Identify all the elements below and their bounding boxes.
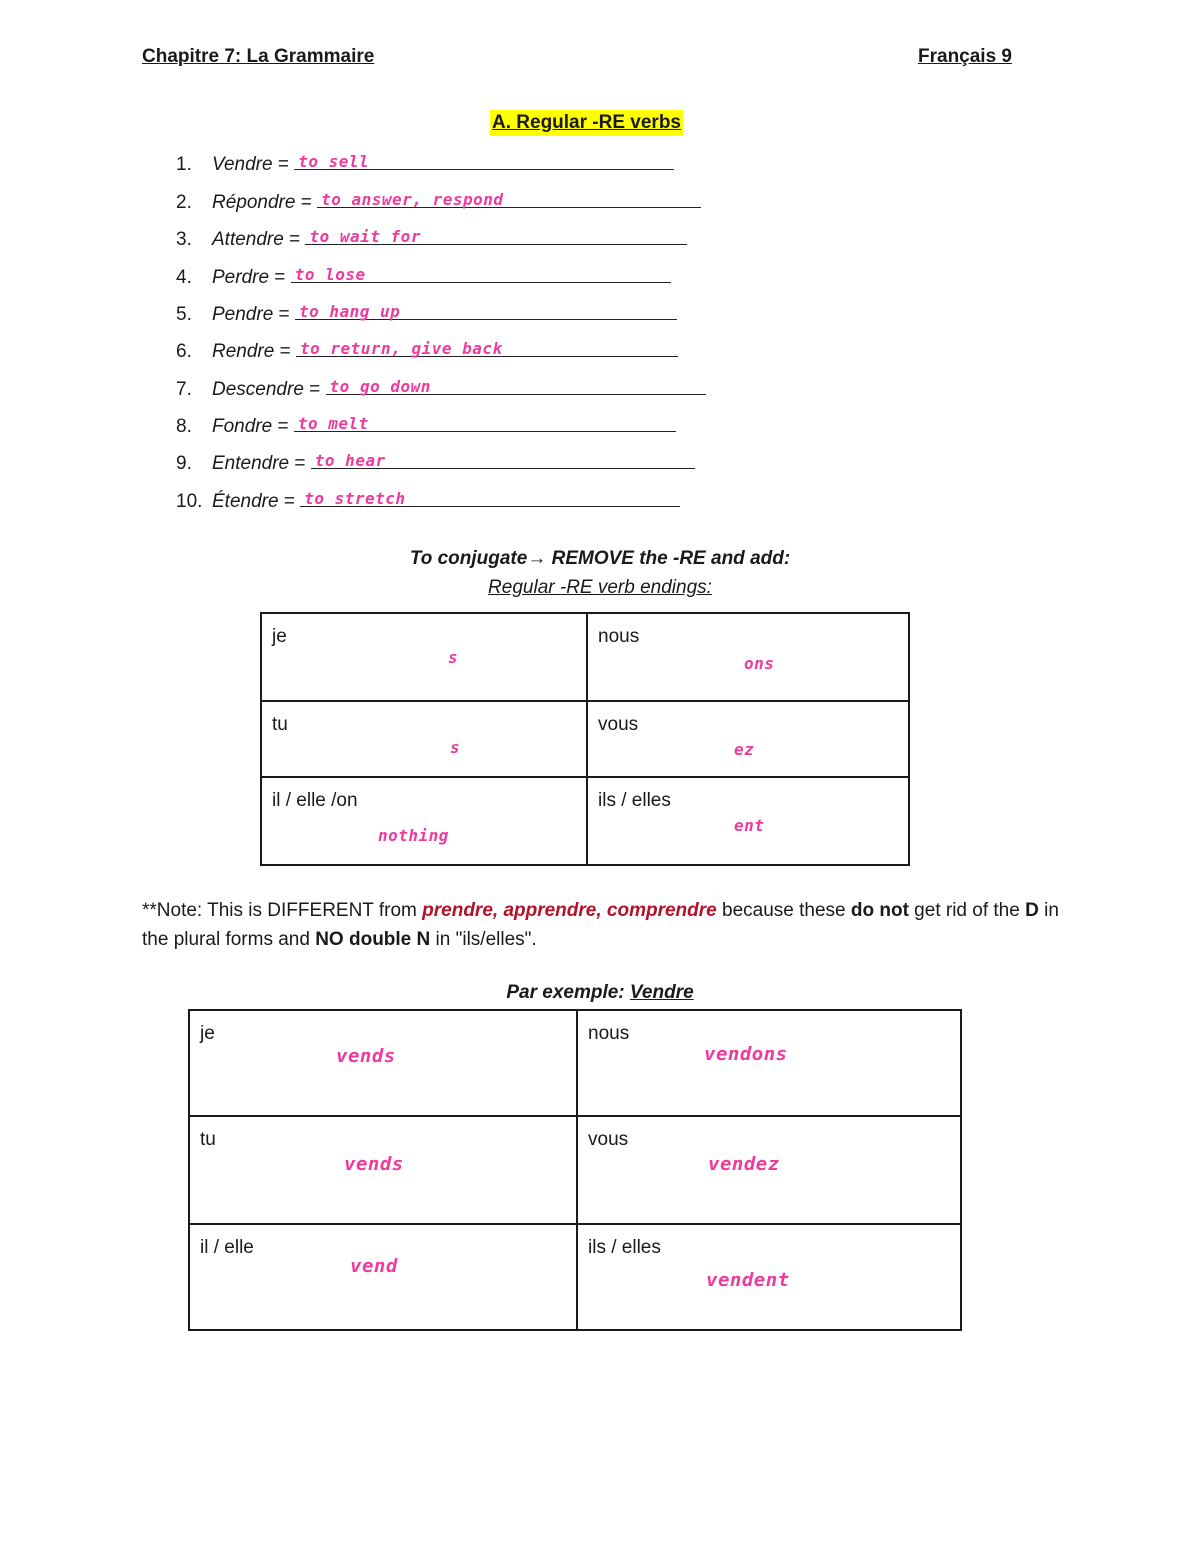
answer-blank — [295, 299, 677, 320]
note-text: **Note: This is DIFFERENT from — [142, 900, 423, 921]
note-exception-verbs: prendre, apprendre, comprendre — [422, 900, 717, 921]
section-title: A. Regular -RE verbs — [490, 110, 683, 136]
pronoun-label: nous — [598, 626, 640, 647]
handwritten-ending: ons — [744, 654, 775, 673]
endings-cell — [261, 613, 587, 701]
vocab-verb: Pendre — [212, 304, 274, 325]
answer-blank — [317, 187, 701, 208]
example-cell — [577, 1224, 961, 1330]
endings-cell — [587, 701, 909, 777]
handwritten-answer: to stretch — [304, 489, 406, 508]
handwritten-answer: to wait for — [309, 227, 421, 246]
vocab-item: 2. Répondre = to answer, respond — [176, 187, 701, 214]
pronoun-label: je — [272, 626, 287, 647]
note-emphasis: do not — [850, 900, 909, 921]
vocab-item: 5. Pendre = to hang up — [176, 299, 677, 326]
endings-cell — [587, 777, 909, 865]
vocab-item: 4. Perdre = to lose — [176, 262, 671, 289]
example-cell — [189, 1010, 577, 1116]
vocab-item: 7. Descendre = to go down — [176, 374, 706, 401]
vocab-number: 3. — [176, 229, 192, 250]
vocab-number: 5. — [176, 304, 192, 325]
pronoun-label: vous — [588, 1129, 629, 1150]
answer-blank — [296, 336, 678, 357]
handwritten-form: vends — [336, 1045, 396, 1067]
endings-table — [260, 612, 910, 866]
note-text: because these — [716, 900, 851, 921]
vocab-verb: Fondre — [212, 416, 273, 437]
handwritten-ending: s — [448, 648, 459, 667]
table-row — [261, 701, 909, 777]
example-title-prefix: Par exemple: — [506, 982, 630, 1003]
pronoun-label: il / elle — [200, 1237, 254, 1258]
answer-blank — [305, 224, 687, 245]
document-header-left: Chapitre 7: La Grammaire — [142, 46, 375, 67]
vocab-number: 9. — [176, 453, 192, 474]
vocab-verb: Répondre — [212, 192, 296, 213]
example-cell — [577, 1010, 961, 1116]
handwritten-form: vendent — [706, 1269, 790, 1291]
example-cell — [577, 1116, 961, 1224]
pronoun-label: nous — [588, 1023, 630, 1044]
handwritten-form: vend — [350, 1255, 398, 1277]
answer-blank — [326, 374, 706, 395]
vocab-verb: Attendre — [212, 229, 284, 250]
answer-blank — [294, 411, 676, 432]
endings-cell — [261, 701, 587, 777]
table-row — [189, 1224, 961, 1330]
endings-subtitle: Regular -RE verb endings: — [488, 577, 712, 598]
vocab-number: 4. — [176, 267, 192, 288]
handwritten-answer: to hang up — [298, 302, 401, 321]
vocab-verb: Perdre — [212, 267, 270, 288]
handwritten-answer: to lose — [294, 265, 366, 284]
note-paragraph — [142, 896, 1062, 954]
vocab-item: 1. Vendre = to sell — [176, 149, 674, 176]
vocab-number: 2. — [176, 192, 192, 213]
handwritten-answer: to melt — [297, 414, 369, 433]
handwritten-ending: ez — [734, 740, 755, 759]
endings-cell — [261, 777, 587, 865]
endings-cell — [587, 613, 909, 701]
example-title-verb: Vendre — [629, 982, 694, 1003]
vocab-number: 1. — [176, 154, 192, 175]
vocab-verb: Entendre — [212, 453, 290, 474]
vocab-number: 6. — [176, 341, 192, 362]
table-row — [189, 1116, 961, 1224]
example-cell — [189, 1224, 577, 1330]
pronoun-label: ils / elles — [588, 1237, 661, 1258]
pronoun-label: je — [200, 1023, 215, 1044]
vocab-item: 9. Entendre = to hear — [176, 448, 695, 475]
note-text: get rid of the — [908, 900, 1026, 921]
vocab-number: 10. — [176, 491, 203, 512]
conjugate-instruction: To conjugate→ REMOVE the -RE and add: — [409, 548, 791, 569]
vocab-verb: Rendre — [212, 341, 275, 362]
note-emphasis: D — [1025, 900, 1039, 921]
pronoun-label: tu — [200, 1129, 216, 1150]
handwritten-ending: s — [450, 738, 461, 757]
vocab-item: 3. Attendre = to wait for — [176, 224, 687, 251]
pronoun-label: il / elle /on — [272, 790, 358, 811]
handwritten-answer: to sell — [298, 152, 370, 171]
answer-blank — [311, 448, 695, 469]
answer-blank — [294, 149, 674, 170]
answer-blank — [300, 486, 680, 507]
table-row — [189, 1010, 961, 1116]
pronoun-label: tu — [272, 714, 288, 735]
document-header-right: Français 9 — [918, 46, 1012, 67]
vocab-verb: Descendre — [212, 379, 304, 400]
vocab-verb: Vendre — [212, 154, 273, 175]
note-text: in the plural forms and — [142, 900, 1059, 950]
handwritten-ending: nothing — [378, 826, 449, 845]
handwritten-form: vends — [344, 1153, 404, 1175]
note-text: in "ils/elles". — [430, 929, 537, 950]
handwritten-answer: to return, give back — [299, 339, 503, 358]
handwritten-form: vendez — [708, 1153, 780, 1175]
handwritten-ending: ent — [734, 816, 765, 835]
example-cell — [189, 1116, 577, 1224]
vocab-item: 6. Rendre = to return, give back — [176, 336, 678, 363]
table-row — [261, 777, 909, 865]
vocab-item: 8. Fondre = to melt — [176, 411, 676, 438]
pronoun-label: vous — [598, 714, 639, 735]
pronoun-label: ils / elles — [598, 790, 671, 811]
example-title — [0, 982, 1200, 1004]
table-row — [261, 613, 909, 701]
handwritten-answer: to hear — [314, 451, 386, 470]
handwritten-answer: to go down — [329, 377, 431, 396]
vocab-item: 10. Étendre = to stretch — [176, 486, 680, 513]
answer-blank — [291, 262, 671, 283]
vocab-number: 8. — [176, 416, 192, 437]
handwritten-form: vendons — [704, 1043, 788, 1065]
example-table — [188, 1009, 962, 1331]
vocab-number: 7. — [176, 379, 192, 400]
handwritten-answer: to answer, respond — [321, 190, 504, 209]
note-emphasis: NO double N — [315, 929, 431, 950]
vocab-verb: Étendre — [212, 491, 279, 512]
